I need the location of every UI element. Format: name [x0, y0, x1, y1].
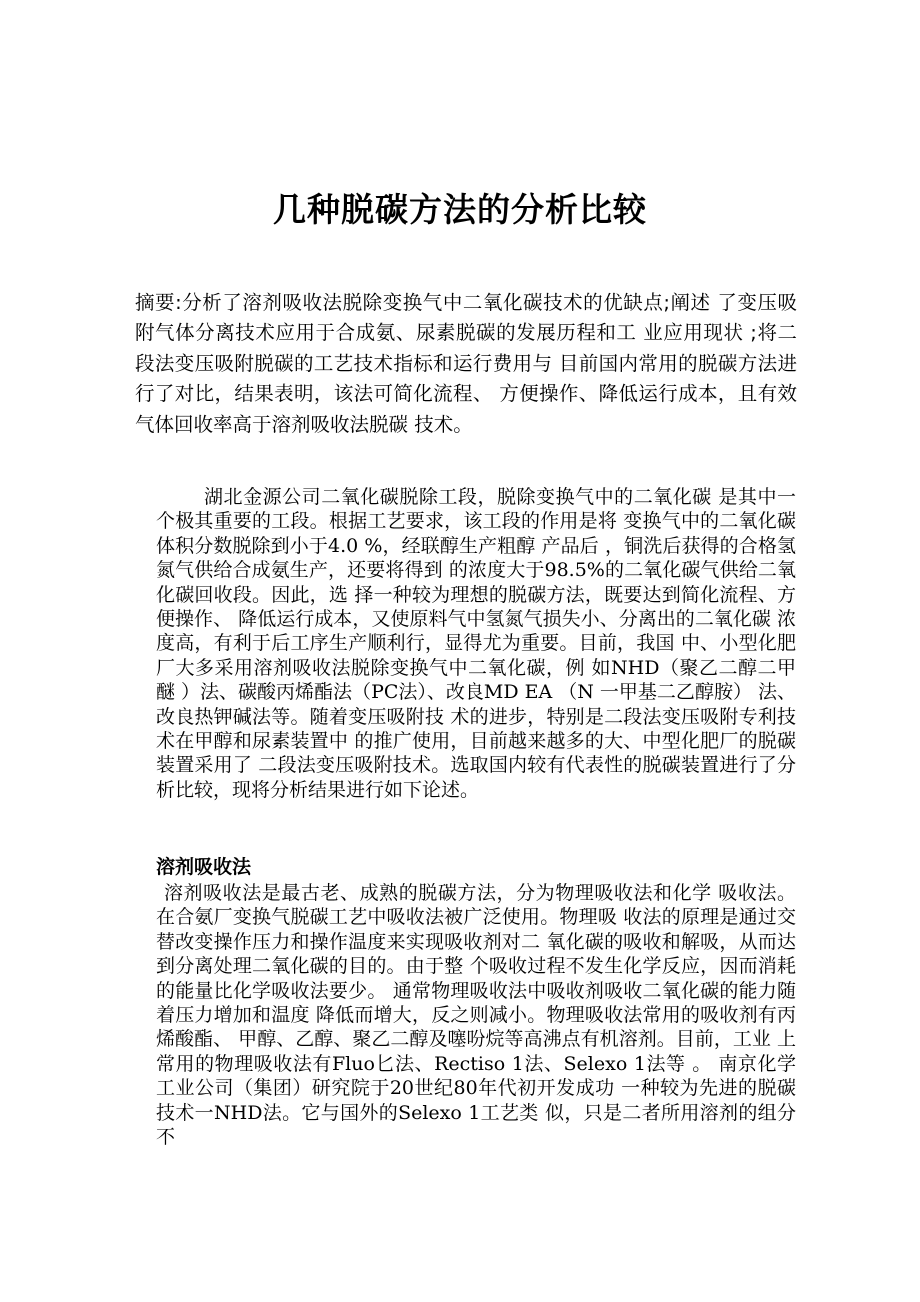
section-heading-solvent-absorption: 溶剂吸收法 [156, 856, 252, 878]
intro-paragraph: 湖北金源公司二氧化碳脱除工段，脱除变换气中的二氧化碳 是其中一个极其重要的工段。根据工艺要求，该工段的作用是将 变换气中的二氧化碳体积分数脱除到小于4.0 %，经联醇生产粗醇 产品后 ，铜洗后获得的合格氢氮气供给合成氨生产，还要将得到 的浓度大于98.5%的二氧化碳气供给二氧化碳回收段。因此，选 择一种较为理想的脱碳方法，既要达到简化流程、方便操作、 降低运行成本，又使原料气中氢氮气损失小、分离出的二氧化碳 浓度高，有利于后工序生产顺利行，显得尤为重要。目前，我国 中、小型化肥厂大多采用溶剂吸收法脱除变换气中二氧化碳，例 如NHD（聚乙二醇二甲醚 ）法、碳酸丙烯酯法（PC法）、改良MD EA （N 一甲基二乙醇胺） 法、改良热钾碱法等。随着变压吸附技 术的进步，特别是二段法变压吸附专利技术在甲醇和尿素装置中 的推广使用，目前越来越多的大、中型化肥厂的脱碳装置采用了 二段法变压吸附技术。选取国内较有代表性的脱碳装置进行了分 析比较，现将分析结果进行如下论述。 [156, 486, 796, 801]
abstract-text: 分析了溶剂吸收法脱除变换气中二氧化碳技术的优缺点;阐述 了变压吸附气体分离技术应用于合成氨、尿素脱碳的发展历程和工 业应用现状 ;将二段法变压吸附脱碳的工艺技术指标和运行费用与 目前国内常用的脱碳方法进行了对比，结果表明，该法可简化流程、 方便操作、降低运行成本，且有效气体回收率高于溶剂吸收法脱碳 技术。 [135, 291, 797, 436]
abstract [135, 288, 797, 440]
abstract-label: 摘要: [135, 291, 182, 314]
document-title: 几种脱碳方法的分析比较 [273, 190, 647, 229]
section-paragraph-solvent-absorption: 溶剂吸收法是最古老、成熟的脱碳方法，分为物理吸收法和化学 吸收法。在合氨厂变换气脱碳工艺中吸收法被广泛使用。物理吸 收法的原理是通过交替改变操作压力和操作温度来实现吸收剂对二 氧化碳的吸收和解吸，从而达到分离处理二氧化碳的目的。由于整 个吸收过程不发生化学反应，因而消耗的能量比化学吸收法要少。 通常物理吸收法中吸收剂吸收二氧化碳的能力随着压力增加和温度 降低而增大，反之则减小。物理吸收法常用的吸收剂有丙烯酸酯、 甲醇、乙醇、聚乙二醇及噻吩烷等高沸点有机溶剂。目前，工业 上常用的物理吸收法有Fluo匕法、Rectiso 1法、Selexo 1法等 。 南京化学工业公司（集团）研究院于20世纪80年代初开发成功 一种较为先进的脱碳技术一NHD法。它与国外的Selexo 1工艺类 似，只是二者所用溶剂的组分不 [156, 882, 796, 1149]
